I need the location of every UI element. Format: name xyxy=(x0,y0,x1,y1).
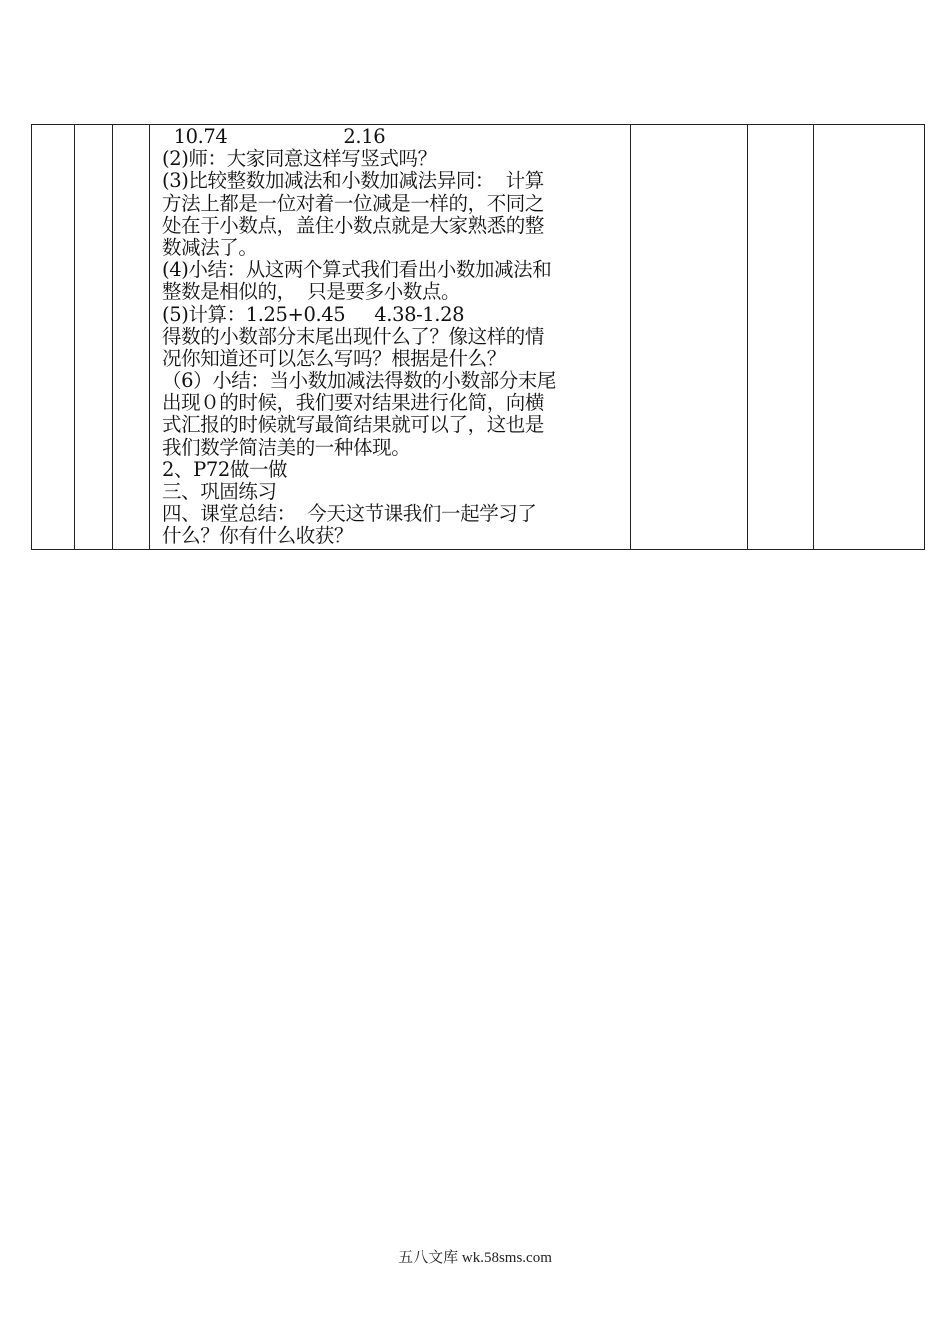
empty-cell-col-1 xyxy=(32,125,75,550)
text-line: 2、P72做一做 xyxy=(162,457,288,481)
text-line: 我们数学简洁美的一种体现。 xyxy=(162,435,411,459)
teaching-process-text xyxy=(150,125,630,548)
text-line: 况你知道还可以怎么写吗？根据是什么？ xyxy=(162,346,506,370)
empty-cell-col-5 xyxy=(631,125,748,550)
text-line: 处在于小数点，盖住小数点就是大家熟悉的整 xyxy=(162,213,545,237)
empty-cell-col-3 xyxy=(113,125,150,550)
text-line: 四、课堂总结： 今天这节课我们一起学习了 xyxy=(162,502,537,526)
text-line: 什么？你有什么收获？ xyxy=(162,524,354,548)
page-footer: 五八文库 wk.58sms.com xyxy=(398,1250,552,1266)
text-line: (2)师：大家同意这样写竖式吗？ xyxy=(162,147,437,171)
text-line: (3)比较整数加减法和小数加减法异同： 计算 xyxy=(162,169,544,193)
text-line: 整数是相似的， 只是要多小数点。 xyxy=(162,280,461,304)
text-line: 数减法了。 xyxy=(162,235,258,259)
text-line: 式汇报的时候就写最简结果就可以了，这也是 xyxy=(162,413,545,437)
empty-cell-col-7 xyxy=(814,125,925,550)
text-line: 出现０的时候，我们要对结果进行化简，向横 xyxy=(162,391,545,415)
text-line: 10.74 2.16 xyxy=(162,125,386,148)
text-line: 得数的小数部分末尾出现什么了？像这样的情 xyxy=(162,324,545,348)
empty-cell-col-2 xyxy=(75,125,113,550)
table-row xyxy=(32,125,925,550)
text-line: 三、巩固练习 xyxy=(162,480,277,503)
text-line: （6）小结：当小数加减法得数的小数部分末尾 xyxy=(162,369,557,393)
lesson-plan-table xyxy=(31,124,925,550)
text-line: (5)计算：1.25+0.45 4.38-1.28 xyxy=(162,302,465,326)
text-line: (4)小结：从这两个算式我们看出小数加减法和 xyxy=(162,258,552,282)
text-line: 方法上都是一位对着一位减是一样的，不同之 xyxy=(162,191,545,215)
teaching-process-cell xyxy=(150,125,631,550)
empty-cell-col-6 xyxy=(748,125,814,550)
